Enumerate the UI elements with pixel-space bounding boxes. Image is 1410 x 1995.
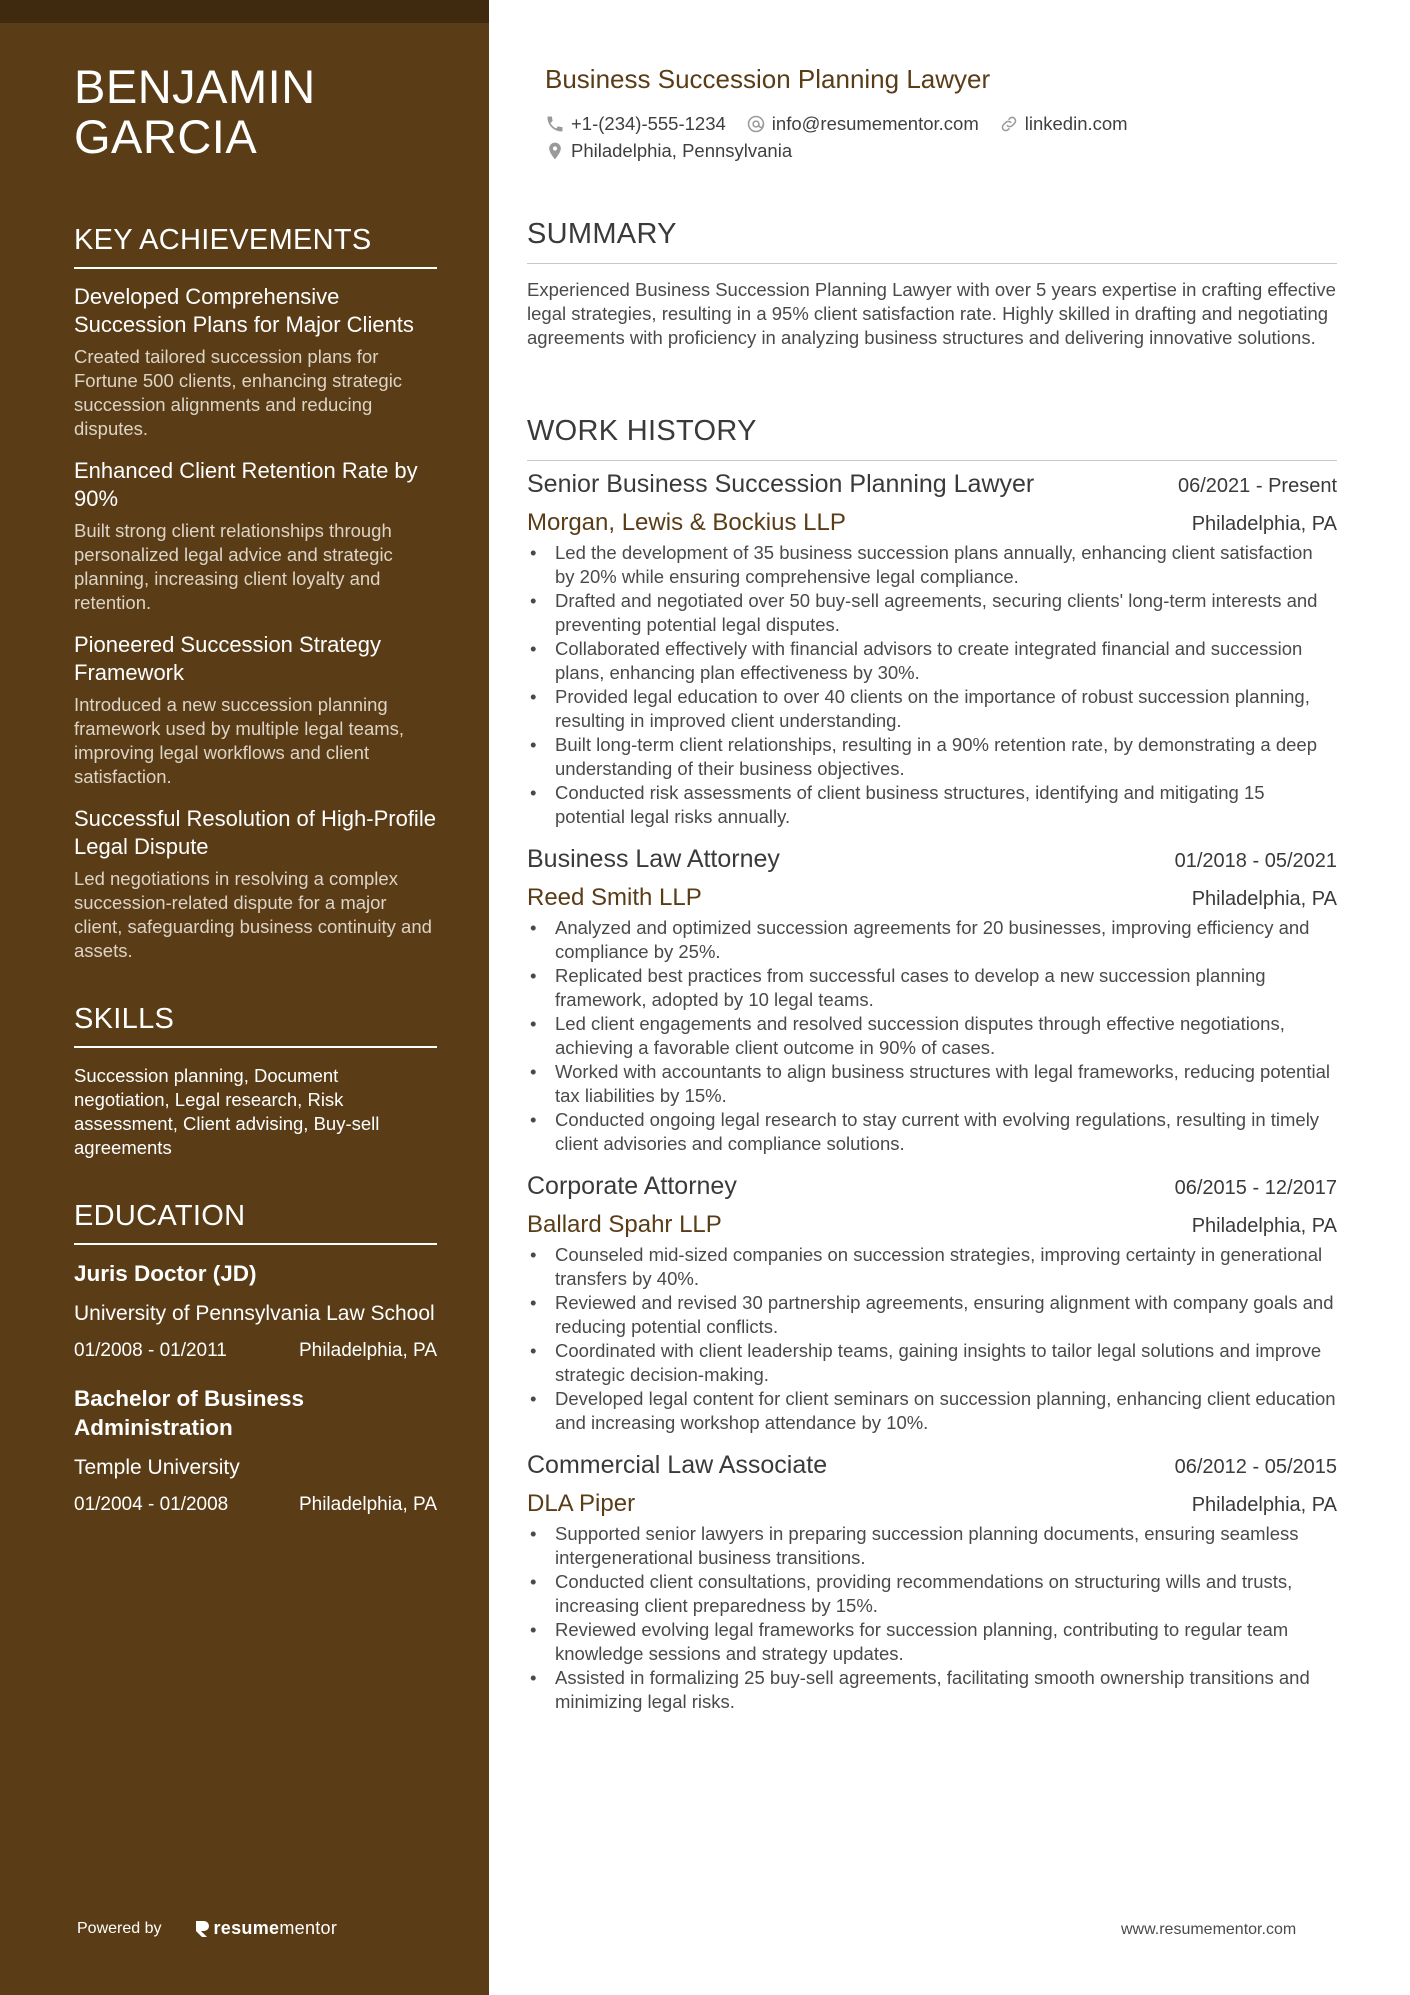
work-history-heading: WORK HISTORY — [527, 415, 1337, 461]
achievement-title: Developed Comprehensive Succession Plans for Major Clients — [74, 284, 414, 337]
job-bullet: • Collaborated effectively with financial advisors to create integrated financial and succession plans, enhancing plan effectiveness by 30%. — [527, 637, 1337, 685]
sidebar-top-bar — [0, 0, 489, 23]
job-bullet: • Led the development of 35 business succession plans annually, enhancing client satisfaction by 20% while ensuring comprehensive legal compliance. — [527, 541, 1337, 589]
job-bullet: • Replicated best practices from successful cases to develop a new succession planning framework, adopted by 10 legal teams. — [527, 964, 1337, 1012]
job-bullet: • Developed legal content for client seminars on succession planning, enhancing client education and increasing workshop attendance by 10%. — [527, 1387, 1337, 1435]
contact-phone[interactable] — [545, 113, 726, 135]
achievement-description: Led negotiations in resolving a complex succession-related dispute for a major client, safeguarding business continuity and assets. — [74, 868, 432, 961]
job-location: Philadelphia, PA — [1191, 1215, 1337, 1237]
link-icon — [999, 114, 1019, 134]
job-header — [527, 1451, 1337, 1480]
brand-name-bold: resume — [213, 1918, 280, 1938]
job-dates: 06/2015 - 12/2017 — [1174, 1177, 1337, 1199]
job-role: Corporate Attorney — [527, 1172, 737, 1200]
brand-logo[interactable] — [194, 1918, 338, 1939]
job-bullet: • Coordinated with client leadership teams, gaining insights to tailor legal solutions and improve strategic decision-making. — [527, 1339, 1337, 1387]
resumementor-logo-icon — [194, 1919, 210, 1939]
summary-text: Experienced Business Succession Planning Lawyer with over 5 years expertise in crafting effective legal strategies, resulting in a 95% client satisfaction rate. Highly skilled in drafting and negotiating agreements with proficiency in analyzing business structures and delivering innovative solutions. — [527, 279, 1336, 348]
job-company-row — [527, 1490, 1337, 1518]
job-header — [527, 470, 1337, 499]
job-location: Philadelphia, PA — [1191, 888, 1337, 910]
job-entry — [527, 845, 1337, 1156]
skills-section — [74, 1003, 437, 1160]
job-bullet: • Built long-term client relationships, resulting in a 90% retention rate, by demonstrating a deep understanding of their business objectives. — [527, 733, 1337, 781]
achievement-title: Pioneered Succession Strategy Framework — [74, 632, 381, 685]
job-bullets — [527, 916, 1337, 1156]
powered-by-label: Powered by — [77, 1919, 162, 1937]
phone-text: +1-(234)-555-1234 — [571, 113, 726, 134]
linkedin-text: linkedin.com — [1024, 113, 1128, 134]
skills-heading: SKILLS — [74, 1003, 437, 1048]
headline: Business Succession Planning Lawyer — [545, 64, 991, 94]
brand-name-light: mentor — [279, 1918, 338, 1938]
achievement-description: Created tailored succession plans for Fortune 500 clients, enhancing strategic succession alignments and reducing disputes. — [74, 346, 403, 439]
footer-url[interactable]: www.resumementor.com — [1121, 1921, 1297, 1938]
education-location: Philadelphia, PA — [298, 1340, 437, 1361]
job-entry — [527, 470, 1337, 829]
job-bullet: • Assisted in formalizing 25 buy-sell agreements, facilitating smooth ownership transitions and minimizing legal risks. — [527, 1666, 1337, 1714]
job-role: Senior Business Succession Planning Lawyer — [527, 470, 1035, 498]
job-bullet: • Reviewed evolving legal frameworks for succession planning, contributing to regular team knowledge sessions and strategy updates. — [527, 1618, 1337, 1666]
job-location: Philadelphia, PA — [1191, 513, 1337, 535]
education-school: University of Pennsylvania Law School — [74, 1302, 435, 1325]
job-bullet: • Conducted client consultations, providing recommendations on structuring wills and trusts, increasing client preparedness by 15%. — [527, 1570, 1337, 1618]
contact-row-2 — [545, 140, 812, 162]
location-pin-icon — [545, 141, 565, 161]
achievement-title: Successful Resolution of High-Profile Legal Dispute — [74, 806, 436, 859]
name-first: BENJAMIN — [74, 60, 316, 113]
summary-heading: SUMMARY — [527, 218, 1337, 264]
job-dates: 06/2012 - 05/2015 — [1174, 1456, 1337, 1478]
job-bullet: • Conducted ongoing legal research to stay current with evolving regulations, resulting in timely client advisories and compliance solutions. — [527, 1108, 1337, 1156]
job-bullet: • Counseled mid-sized companies on succession strategies, improving certainty in generational transfers by 40%. — [527, 1243, 1337, 1291]
name-last: GARCIA — [74, 110, 258, 163]
contact-location — [545, 140, 792, 162]
job-bullet: • Drafted and negotiated over 50 buy-sell agreements, securing clients' long-term interests and preventing potential legal disputes. — [527, 589, 1337, 637]
job-bullets — [527, 1243, 1337, 1435]
job-company-row — [527, 884, 1337, 912]
education-heading: EDUCATION — [74, 1200, 437, 1245]
job-company-row — [527, 509, 1337, 537]
at-sign-icon — [746, 114, 766, 134]
contact-linkedin[interactable] — [999, 113, 1128, 135]
achievements-list — [74, 283, 437, 963]
job-bullet: • Reviewed and revised 30 partnership agreements, ensuring alignment with company goals and reducing potential conflicts. — [527, 1291, 1337, 1339]
job-company: DLA Piper — [527, 1490, 636, 1517]
job-bullet: • Led client engagements and resolved succession disputes through effective negotiations, achieving a favorable client outcome in 90% of cases. — [527, 1012, 1337, 1060]
job-dates: 01/2018 - 05/2021 — [1174, 850, 1337, 872]
education-dates: 01/2008 - 01/2011 — [74, 1340, 227, 1361]
achievement-description: Introduced a new succession planning framework used by multiple legal teams, improving legal workflows and client satisfaction. — [74, 694, 405, 787]
location-text: Philadelphia, Pennsylvania — [571, 140, 793, 161]
job-company: Ballard Spahr LLP — [527, 1211, 722, 1238]
education-degree: Juris Doctor (JD) — [74, 1261, 257, 1286]
achievements-heading: KEY ACHIEVEMENTS — [74, 224, 437, 269]
contact-email[interactable] — [746, 113, 979, 135]
sidebar-content — [74, 62, 437, 1516]
work-history-list — [527, 470, 1337, 1730]
education-section — [74, 1200, 437, 1516]
education-dates: 01/2004 - 01/2008 — [74, 1494, 229, 1515]
email-text: info@resumementor.com — [771, 113, 979, 134]
achievement-description: Built strong client relationships through personalized legal advice and strategic planning, increasing client loyalty and retention. — [74, 520, 393, 613]
job-entry — [527, 1172, 1337, 1435]
education-degree: Bachelor of Business Administration — [74, 1386, 305, 1440]
education-list — [74, 1259, 437, 1516]
achievement-title: Enhanced Client Retention Rate by 90% — [74, 458, 418, 511]
education-meta — [74, 1494, 437, 1516]
job-bullet: • Provided legal education to over 40 clients on the importance of robust succession planning, resulting in improved client understanding. — [527, 685, 1337, 733]
powered-by — [77, 1918, 337, 1939]
job-company-row — [527, 1211, 1337, 1239]
candidate-name — [74, 62, 437, 162]
job-company: Morgan, Lewis & Bockius LLP — [527, 509, 846, 536]
job-header — [527, 1172, 1337, 1201]
contact-row-1 — [545, 113, 1148, 135]
sidebar — [0, 0, 489, 1995]
job-location: Philadelphia, PA — [1191, 1494, 1337, 1516]
education-school: Temple University — [74, 1456, 240, 1479]
job-company: Reed Smith LLP — [527, 884, 702, 911]
job-bullets — [527, 541, 1337, 829]
job-role: Business Law Attorney — [527, 845, 780, 873]
job-entry — [527, 1451, 1337, 1714]
job-bullet: • Worked with accountants to align business structures with legal frameworks, reducing potential tax liabilities by 15%. — [527, 1060, 1337, 1108]
job-bullet: • Supported senior lawyers in preparing succession planning documents, ensuring seamless intergenerational business transitions. — [527, 1522, 1337, 1570]
job-header — [527, 845, 1337, 874]
job-role: Commercial Law Associate — [527, 1451, 828, 1479]
education-meta — [74, 1340, 437, 1362]
education-location: Philadelphia, PA — [298, 1494, 437, 1515]
achievements-section — [74, 224, 437, 963]
job-bullets — [527, 1522, 1337, 1714]
phone-icon — [545, 114, 565, 134]
job-dates: 06/2021 - Present — [1178, 475, 1337, 497]
skills-text: Succession planning, Document negotiation, Legal research, Risk assessment, Client advising, Buy-sell agreements — [74, 1065, 380, 1158]
job-bullet: • Conducted risk assessments of client business structures, identifying and mitigating 15 potential legal risks annually. — [527, 781, 1337, 829]
job-bullet: • Analyzed and optimized succession agreements for 20 businesses, improving efficiency and compliance by 25%. — [527, 916, 1337, 964]
